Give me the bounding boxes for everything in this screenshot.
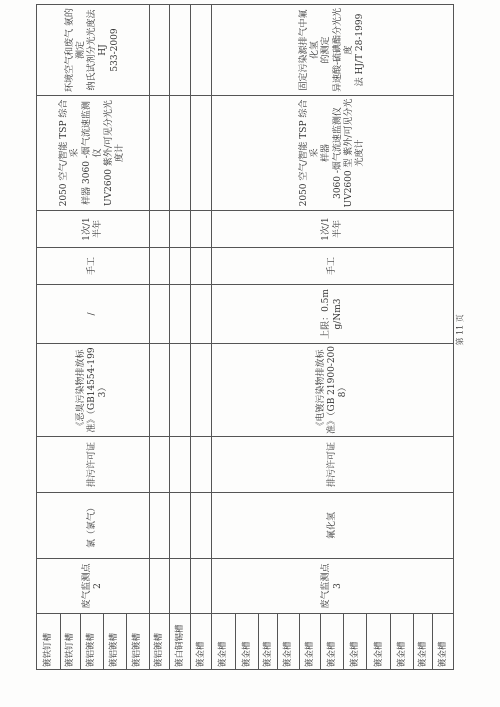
- method-line: 的测定: [321, 36, 332, 64]
- empty-cell: [149, 493, 170, 559]
- point-cell: 废气监测点 2: [37, 559, 150, 614]
- sub-process-label: 镀铝镀槽: [103, 614, 126, 670]
- pollutant-cell: 氟化氢: [212, 493, 454, 559]
- instrument-line: 3060 -烟气流速监测仪: [332, 107, 343, 199]
- permit-cell: 排污许可证: [37, 437, 150, 493]
- empty-cell: [170, 285, 191, 344]
- method-line: 环境空气和废气 氨的测定: [64, 8, 86, 92]
- method-line: 纳氏试剂分光光度法 HJ: [87, 9, 109, 91]
- empty-cell: [170, 5, 191, 96]
- sub-process-label: 镀铁钉槽: [37, 614, 61, 670]
- point-cell: 废气监测点 3: [212, 559, 454, 614]
- empty-cell: [170, 248, 191, 285]
- pollutant-cell: 氯（氯气）: [37, 493, 150, 559]
- method-cell: [37, 5, 150, 96]
- table-row: [170, 5, 191, 670]
- sub-process-label: 镀金槽: [321, 614, 344, 670]
- sub-process-label: 镀铝镀槽: [149, 614, 170, 670]
- sub-process-label: 镀铁钉槽: [60, 614, 80, 670]
- empty-cell: [191, 5, 212, 96]
- sub-process-label: 镀金槽: [236, 614, 259, 670]
- empty-cell: [191, 559, 212, 614]
- sub-process-label: 镀金槽: [212, 614, 236, 670]
- method-line: 异速酸-硫碘酯分光光度: [332, 7, 354, 93]
- instrument-cell: [37, 96, 150, 211]
- sub-process-label: 镀铝镀槽: [80, 614, 103, 670]
- empty-cell: [149, 437, 170, 493]
- empty-cell: [149, 211, 170, 248]
- empty-cell: [170, 559, 191, 614]
- frequency-cell: 1次/1半年: [212, 211, 454, 248]
- table-row: [191, 5, 212, 670]
- empty-cell: [170, 211, 191, 248]
- instrument-line: 2050 空气/智能 TSP 综合采: [59, 99, 81, 207]
- mode-cell: 手工: [37, 248, 150, 285]
- empty-cell: [149, 248, 170, 285]
- table-row: [37, 5, 61, 670]
- method-line: 法 HJ/T 28-1999: [355, 13, 366, 87]
- empty-cell: [170, 344, 191, 437]
- frequency-cell: 1次/1半年: [37, 211, 150, 248]
- sub-process-label: 镀金槽: [391, 614, 414, 670]
- empty-cell: [149, 344, 170, 437]
- sub-process-label: 镀白铜锡槽: [170, 614, 191, 670]
- sub-process-label: 镀铝镀槽: [126, 614, 149, 670]
- instrument-line: 样器 3060 -烟气流速监测: [81, 101, 92, 205]
- sub-process-label: 镀金槽: [258, 614, 277, 670]
- standard-cell: 《电镀污染物排放标准》（GB 21900-2008）: [212, 344, 454, 437]
- instrument-line: UV2600 型 紫外/可见分光: [343, 98, 354, 208]
- sub-process-label: 镀金槽: [414, 614, 433, 670]
- instrument-line: 样器: [321, 144, 332, 163]
- empty-cell: [191, 437, 212, 493]
- rotated-table-wrapper: [36, 5, 454, 670]
- sub-process-label: 镀金槽: [432, 614, 453, 670]
- empty-cell: [149, 96, 170, 211]
- empty-cell: [191, 493, 212, 559]
- limit-cell: /: [37, 285, 150, 344]
- sub-process-label: 镀金槽: [367, 614, 391, 670]
- instrument-line: 仪: [92, 148, 103, 158]
- instrument-line: 度计: [115, 144, 126, 163]
- empty-cell: [191, 344, 212, 437]
- sub-process-label: 镀金槽: [191, 614, 212, 670]
- instrument-line: 光度计: [355, 139, 366, 167]
- empty-cell: [149, 559, 170, 614]
- method-line: 固定污染源排气中氟化氢: [298, 9, 321, 91]
- instrument-line: UV2600 紫外/可见分光光: [104, 100, 115, 206]
- instrument-cell: [212, 96, 454, 211]
- sub-process-label: 镀金槽: [299, 614, 321, 670]
- empty-cell: [170, 437, 191, 493]
- empty-cell: [191, 211, 212, 248]
- mode-cell: 手工: [212, 248, 454, 285]
- page-number: 第 11 页: [455, 314, 465, 346]
- method-line: 533-2009: [109, 28, 120, 72]
- table-row: [212, 5, 236, 670]
- empty-cell: [170, 493, 191, 559]
- instrument-line: 2050 空气/智能 TSP 综合采: [298, 99, 321, 207]
- table-row: [149, 5, 170, 670]
- method-cell: [212, 5, 454, 96]
- empty-cell: [191, 248, 212, 285]
- empty-cell: [191, 96, 212, 211]
- empty-cell: [191, 285, 212, 344]
- empty-cell: [149, 285, 170, 344]
- sub-process-label: 镀金槽: [277, 614, 299, 670]
- sub-process-label: 镀金槽: [344, 614, 367, 670]
- limit-cell: 上限：0.5mg/Nm3: [212, 285, 454, 344]
- permit-cell: 排污许可证: [212, 437, 454, 493]
- empty-cell: [170, 96, 191, 211]
- standard-cell: 《恶臭污染物排放标准》（GB14554-1993）: [37, 344, 150, 437]
- monitoring-table: [36, 4, 454, 670]
- empty-cell: [149, 5, 170, 96]
